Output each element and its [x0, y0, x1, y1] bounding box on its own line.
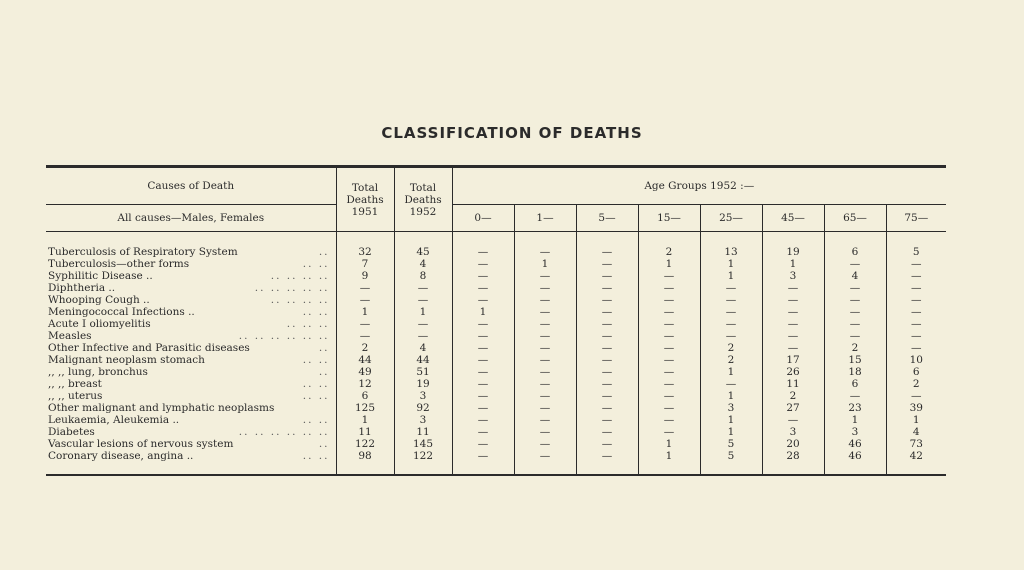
value-cell: — — [824, 282, 886, 294]
value-cell: — — [394, 294, 452, 306]
table-row — [46, 258, 946, 270]
value-cell: — — [886, 318, 946, 330]
cause-cell — [46, 294, 336, 306]
leader-dots: .. .. .. .. .. — [254, 282, 330, 294]
value-cell: — — [576, 354, 638, 366]
value-cell: 12 — [336, 378, 394, 390]
value-cell: 8 — [394, 270, 452, 282]
value-cell: — — [638, 378, 700, 390]
value-cell: — — [452, 402, 514, 414]
age-group-header: 75— — [886, 205, 946, 232]
value-cell: — — [452, 270, 514, 282]
value-cell: — — [576, 306, 638, 318]
age-group-header: 65— — [824, 205, 886, 232]
cause-label: Syphilitic Disease .. — [48, 270, 153, 282]
value-cell: — — [394, 330, 452, 342]
value-cell: — — [576, 342, 638, 354]
table-row — [46, 318, 946, 330]
classification-of-deaths-table — [46, 165, 946, 476]
value-cell: 2 — [700, 342, 762, 354]
cause-cell — [46, 354, 336, 366]
value-cell: 2 — [700, 354, 762, 366]
value-cell: — — [638, 342, 700, 354]
value-cell: 26 — [762, 366, 824, 378]
value-cell: — — [576, 426, 638, 438]
value-cell: — — [886, 270, 946, 282]
value-cell: — — [336, 282, 394, 294]
value-cell: — — [576, 282, 638, 294]
value-cell: 125 — [336, 402, 394, 414]
cause-label: Tuberculosis—other forms — [48, 258, 190, 270]
value-cell: — — [336, 318, 394, 330]
table-row — [46, 438, 946, 450]
leader-dots: .. .. .. .. .. .. — [238, 330, 330, 342]
value-cell: — — [452, 330, 514, 342]
value-cell: — — [886, 330, 946, 342]
leader-dots: .. .. .. — [286, 318, 330, 330]
cause-cell — [46, 402, 336, 414]
table-row — [46, 342, 946, 354]
value-cell: 5 — [700, 438, 762, 450]
value-cell: — — [514, 450, 576, 475]
cause-label: Other Infective and Parasitic diseases — [48, 342, 250, 354]
value-cell: 19 — [394, 378, 452, 390]
cause-cell — [46, 438, 336, 450]
value-cell: — — [824, 258, 886, 270]
value-cell: 27 — [762, 402, 824, 414]
value-cell: — — [700, 294, 762, 306]
value-cell: 1 — [700, 414, 762, 426]
cause-label: Vascular lesions of nervous system — [48, 438, 234, 450]
leader-dots: .. — [318, 246, 330, 258]
value-cell: 1 — [638, 258, 700, 270]
value-cell: 3 — [700, 402, 762, 414]
value-cell: 42 — [886, 450, 946, 475]
value-cell: 3 — [762, 426, 824, 438]
value-cell: 122 — [336, 438, 394, 450]
value-cell: — — [452, 390, 514, 402]
leader-dots: .. — [318, 366, 330, 378]
value-cell: — — [514, 270, 576, 282]
value-cell: — — [638, 354, 700, 366]
value-cell: 4 — [824, 270, 886, 282]
value-cell: — — [514, 318, 576, 330]
table-row — [46, 282, 946, 294]
cause-label: ,, ,, breast — [48, 378, 102, 390]
value-cell: — — [514, 306, 576, 318]
cause-label: Malignant neoplasm stomach — [48, 354, 205, 366]
value-cell: — — [576, 366, 638, 378]
value-cell: 1 — [886, 414, 946, 426]
value-cell: — — [824, 318, 886, 330]
age-group-header: 1— — [514, 205, 576, 232]
value-cell: — — [638, 306, 700, 318]
table-row — [46, 366, 946, 378]
value-cell: 39 — [886, 402, 946, 414]
cause-label: ,, ,, lung, bronchus — [48, 366, 148, 378]
value-cell: 122 — [394, 450, 452, 475]
value-cell: — — [336, 294, 394, 306]
value-cell: — — [452, 438, 514, 450]
cause-label: Tuberculosis of Respiratory System — [48, 246, 238, 258]
value-cell: 1 — [336, 414, 394, 426]
value-cell: 32 — [336, 246, 394, 258]
value-cell: — — [824, 294, 886, 306]
value-cell: — — [452, 258, 514, 270]
value-cell: — — [762, 330, 824, 342]
value-cell: — — [452, 366, 514, 378]
causes-of-death-header: Causes of Death — [147, 180, 235, 192]
value-cell: — — [638, 282, 700, 294]
cause-label: Other malignant and lymphatic neoplasms — [48, 402, 275, 414]
value-cell: — — [452, 318, 514, 330]
cause-label: Coronary disease, angina .. — [48, 450, 194, 462]
value-cell: — — [514, 390, 576, 402]
value-cell: — — [514, 354, 576, 366]
value-cell: — — [886, 390, 946, 402]
value-cell: 98 — [336, 450, 394, 475]
value-cell: 23 — [824, 402, 886, 414]
leader-dots: .. .. .. .. .. .. — [238, 426, 330, 438]
value-cell: — — [394, 282, 452, 294]
value-cell: — — [452, 342, 514, 354]
value-cell: — — [638, 426, 700, 438]
value-cell: — — [576, 402, 638, 414]
leader-dots: .. — [318, 438, 330, 450]
value-cell: — — [638, 318, 700, 330]
value-cell: — — [700, 306, 762, 318]
value-cell: 44 — [336, 354, 394, 366]
cause-label: Leukaemia, Aleukemia .. — [48, 414, 180, 426]
leader-dots: .. .. — [302, 414, 330, 426]
value-cell: 51 — [394, 366, 452, 378]
value-cell: 1 — [824, 414, 886, 426]
leader-dots: .. .. .. .. — [270, 270, 330, 282]
value-cell: — — [638, 366, 700, 378]
value-cell: — — [576, 378, 638, 390]
value-cell: 6 — [824, 246, 886, 258]
cause-label: Acute I oliomyelitis — [48, 318, 151, 330]
value-cell: — — [514, 438, 576, 450]
table-row — [46, 294, 946, 306]
value-cell: — — [514, 282, 576, 294]
leader-dots: .. .. — [302, 258, 330, 270]
value-cell: 3 — [394, 390, 452, 402]
value-cell: — — [514, 246, 576, 258]
value-cell: — — [762, 306, 824, 318]
value-cell: — — [700, 318, 762, 330]
value-cell: 92 — [394, 402, 452, 414]
value-cell: 3 — [824, 426, 886, 438]
cause-cell — [46, 270, 336, 282]
value-cell: 6 — [336, 390, 394, 402]
value-cell: 4 — [394, 258, 452, 270]
value-cell: — — [886, 282, 946, 294]
value-cell: 2 — [638, 246, 700, 258]
value-cell: 2 — [336, 342, 394, 354]
value-cell: 145 — [394, 438, 452, 450]
cause-label: Meningococcal Infections .. — [48, 306, 195, 318]
value-cell: — — [700, 330, 762, 342]
value-cell: — — [514, 366, 576, 378]
value-cell: — — [452, 246, 514, 258]
value-cell: 45 — [394, 246, 452, 258]
value-cell: 4 — [886, 426, 946, 438]
value-cell: — — [824, 330, 886, 342]
value-cell: — — [576, 450, 638, 475]
table-row — [46, 246, 946, 258]
age-groups-header: Age Groups 1952 :— — [452, 167, 946, 205]
value-cell: — — [638, 330, 700, 342]
value-cell: — — [452, 426, 514, 438]
all-causes-header: All causes—Males, Females — [46, 205, 336, 232]
value-cell: — — [762, 318, 824, 330]
table-row — [46, 378, 946, 390]
table-row — [46, 414, 946, 426]
value-cell: 1 — [452, 306, 514, 318]
value-cell: 4 — [394, 342, 452, 354]
value-cell: — — [638, 270, 700, 282]
value-cell: — — [762, 414, 824, 426]
value-cell: — — [514, 342, 576, 354]
table-row — [46, 270, 946, 282]
table-row — [46, 402, 946, 414]
table-row — [46, 390, 946, 402]
table-row — [46, 450, 946, 475]
value-cell: 1 — [700, 390, 762, 402]
value-cell: — — [576, 438, 638, 450]
value-cell: — — [452, 450, 514, 475]
value-cell: — — [452, 414, 514, 426]
age-group-header: 15— — [638, 205, 700, 232]
value-cell: — — [638, 414, 700, 426]
value-cell: 1 — [394, 306, 452, 318]
value-cell: 7 — [336, 258, 394, 270]
value-cell: — — [700, 282, 762, 294]
table-header — [46, 167, 946, 232]
value-cell: 73 — [886, 438, 946, 450]
value-cell: — — [576, 330, 638, 342]
value-cell: 28 — [762, 450, 824, 475]
value-cell: — — [886, 258, 946, 270]
leader-dots: .. .. — [302, 390, 330, 402]
value-cell: 13 — [700, 246, 762, 258]
cause-label: Diabetes — [48, 426, 95, 438]
cause-cell — [46, 318, 336, 330]
value-cell: 6 — [824, 378, 886, 390]
value-cell: 19 — [762, 246, 824, 258]
cause-label: ,, ,, uterus — [48, 390, 103, 402]
cause-cell — [46, 258, 336, 270]
value-cell: — — [886, 294, 946, 306]
value-cell: — — [576, 390, 638, 402]
cause-label: Diphtheria .. — [48, 282, 116, 294]
cause-cell — [46, 330, 336, 342]
value-cell: — — [886, 306, 946, 318]
value-cell: 49 — [336, 366, 394, 378]
value-cell: — — [514, 414, 576, 426]
value-cell: 1 — [638, 450, 700, 475]
value-cell: 9 — [336, 270, 394, 282]
value-cell: 46 — [824, 450, 886, 475]
cause-cell — [46, 366, 336, 378]
leader-dots: .. .. — [302, 354, 330, 366]
table-row — [46, 426, 946, 438]
cause-cell — [46, 246, 336, 258]
value-cell: 5 — [700, 450, 762, 475]
total-deaths-1951-header: Total Deaths 1951 — [336, 167, 394, 232]
value-cell: 46 — [824, 438, 886, 450]
value-cell: — — [762, 294, 824, 306]
value-cell: — — [762, 342, 824, 354]
value-cell: 15 — [824, 354, 886, 366]
cause-cell — [46, 378, 336, 390]
value-cell: 11 — [762, 378, 824, 390]
value-cell: 18 — [824, 366, 886, 378]
value-cell: — — [576, 294, 638, 306]
value-cell: 1 — [638, 438, 700, 450]
cause-cell — [46, 282, 336, 294]
age-group-header: 25— — [700, 205, 762, 232]
value-cell: 11 — [394, 426, 452, 438]
value-cell: — — [394, 318, 452, 330]
value-cell: — — [514, 294, 576, 306]
value-cell: — — [514, 426, 576, 438]
value-cell: 11 — [336, 426, 394, 438]
value-cell: 3 — [394, 414, 452, 426]
value-cell: 2 — [762, 390, 824, 402]
value-cell: 2 — [886, 378, 946, 390]
value-cell: — — [638, 402, 700, 414]
value-cell: — — [452, 282, 514, 294]
age-group-header: 0— — [452, 205, 514, 232]
value-cell: — — [576, 318, 638, 330]
leader-dots: .. .. — [302, 450, 330, 462]
cause-cell — [46, 390, 336, 402]
age-group-header: 5— — [576, 205, 638, 232]
cause-cell — [46, 450, 336, 475]
value-cell: — — [824, 306, 886, 318]
value-cell: — — [576, 258, 638, 270]
value-cell: — — [824, 390, 886, 402]
value-cell: — — [576, 414, 638, 426]
value-cell: — — [576, 246, 638, 258]
value-cell: — — [514, 378, 576, 390]
value-cell: 1 — [336, 306, 394, 318]
value-cell: 3 — [762, 270, 824, 282]
leader-dots: .. — [318, 342, 330, 354]
cause-cell — [46, 414, 336, 426]
deaths-table-container — [46, 165, 946, 476]
value-cell: — — [886, 342, 946, 354]
value-cell: 10 — [886, 354, 946, 366]
value-cell: — — [336, 330, 394, 342]
value-cell: — — [638, 294, 700, 306]
page-title: CLASSIFICATION OF DEATHS — [381, 124, 643, 142]
value-cell: 20 — [762, 438, 824, 450]
value-cell: — — [452, 354, 514, 366]
leader-dots: .. .. .. .. — [270, 294, 330, 306]
value-cell: — — [514, 330, 576, 342]
value-cell: — — [700, 378, 762, 390]
value-cell: 17 — [762, 354, 824, 366]
table-body — [46, 232, 946, 476]
cause-cell — [46, 342, 336, 354]
value-cell: 1 — [700, 366, 762, 378]
value-cell: 1 — [700, 426, 762, 438]
value-cell: 1 — [762, 258, 824, 270]
total-deaths-1952-header: Total Deaths 1952 — [394, 167, 452, 232]
value-cell: 6 — [886, 366, 946, 378]
value-cell: 5 — [886, 246, 946, 258]
value-cell: — — [452, 294, 514, 306]
value-cell: 1 — [514, 258, 576, 270]
value-cell: 44 — [394, 354, 452, 366]
leader-dots: .. .. — [302, 306, 330, 318]
table-row — [46, 354, 946, 366]
value-cell: — — [514, 402, 576, 414]
cause-cell — [46, 426, 336, 438]
table-row — [46, 306, 946, 318]
cause-label: Measles — [48, 330, 92, 342]
table-row — [46, 330, 946, 342]
value-cell: 2 — [824, 342, 886, 354]
value-cell: 1 — [700, 258, 762, 270]
value-cell: — — [762, 282, 824, 294]
leader-dots: .. .. — [302, 378, 330, 390]
value-cell: — — [452, 378, 514, 390]
value-cell: 1 — [700, 270, 762, 282]
cause-cell — [46, 306, 336, 318]
value-cell: — — [576, 270, 638, 282]
value-cell: — — [638, 390, 700, 402]
age-group-header: 45— — [762, 205, 824, 232]
cause-label: Whooping Cough .. — [48, 294, 150, 306]
